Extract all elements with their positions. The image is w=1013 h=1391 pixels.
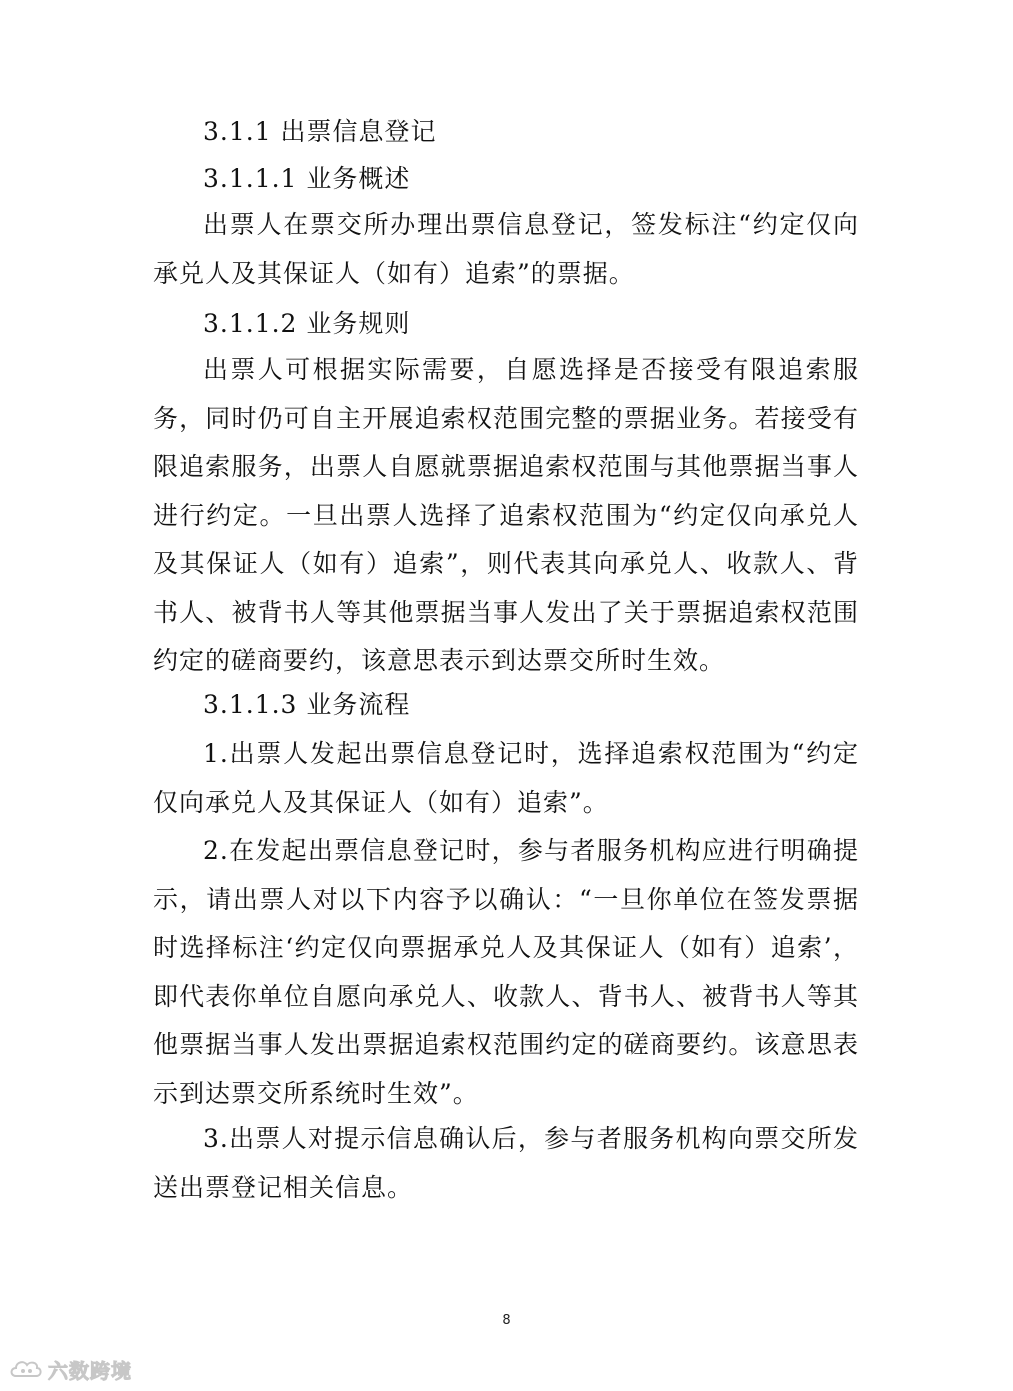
- page-number: 8: [502, 1313, 511, 1328]
- subsection-heading-overview: 3.1.1.1 业务概述: [203, 164, 411, 193]
- process-step-1: 1.出票人发起出票信息登记时，选择追索权范围为“约定仅向承兑人及其保证人（如有）追索”。: [153, 739, 859, 817]
- paragraph-rules: 出票人可根据实际需要，自愿选择是否接受有限追索服务，同时仍可自主开展追索权范围完整的票据业务。若接受有限追索服务，出票人自愿就票据追索权范围与其他票据当事人进行约定。一旦出票人选择了追索权范围为“约定仅向承兑人及其保证人（如有）追索”，则代表其向承兑人、收款人、背书人、被背书人等其他票据当事人发出了关于票据追索权范围约定的磋商要约，该意思表示到达票交所时生效。: [153, 355, 859, 675]
- subsection-heading-rules: 3.1.1.2 业务规则: [203, 309, 411, 338]
- watermark-text: 六数跨境: [48, 1358, 132, 1383]
- subsection-heading-process: 3.1.1.3 业务流程: [203, 690, 411, 719]
- section-heading: 3.1.1 出票信息登记: [203, 117, 437, 146]
- process-step-2: 2.在发起出票信息登记时，参与者服务机构应进行明确提示，请出票人对以下内容予以确认：“一旦你单位在签发票据时选择标注‘约定仅向票据承兑人及其保证人（如有）追索’，即代表你单位自愿向承兑人、收款人、背书人、被背书人等其他票据当事人发出票据追索权范围约定的磋商要约。该意思表示到达票交所系统时生效”。: [153, 836, 859, 1108]
- cloud-logo-icon: [8, 1356, 44, 1382]
- paragraph-overview: 出票人在票交所办理出票信息登记，签发标注“约定仅向承兑人及其保证人（如有）追索”的票据。: [153, 210, 859, 288]
- process-step-3: 3.出票人对提示信息确认后，参与者服务机构向票交所发送出票登记相关信息。: [153, 1124, 859, 1202]
- watermark: [8, 1355, 132, 1383]
